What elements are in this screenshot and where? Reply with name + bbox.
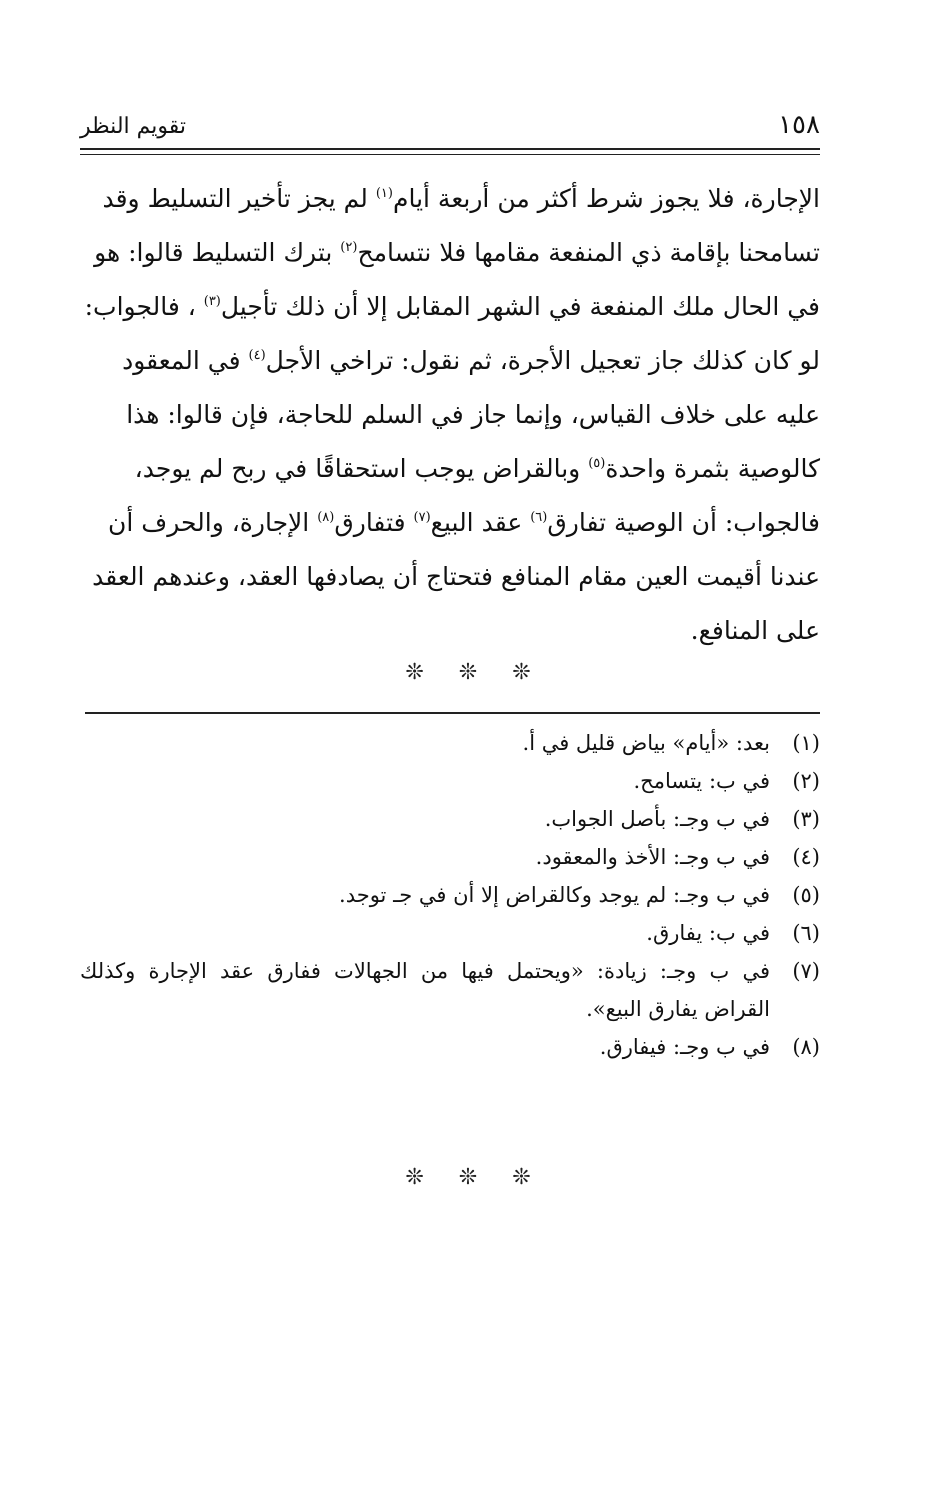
footnote-number: (٥)	[792, 883, 820, 907]
footnote-item	[80, 876, 820, 914]
footnote-item	[80, 800, 820, 838]
footnote-text: في ب: يفارق.	[646, 921, 770, 945]
header-rule-thin	[80, 154, 820, 155]
footnote-text: في ب وجـ: فيفارق.	[599, 1035, 770, 1059]
footnote-number: (٨)	[792, 1035, 820, 1059]
page-header	[80, 110, 820, 150]
footnote-item	[80, 914, 820, 952]
footnote-number: (٧)	[792, 959, 820, 983]
footnote-item	[80, 762, 820, 800]
footnote-text: في ب وجـ: زيادة: «ويحتمل فيها من الجهالات ففارق عقد الإجارة وكذلك القراض يفارق البيع».	[80, 959, 770, 1021]
footnote-ref-6[interactable]: (٦)	[530, 510, 548, 525]
footnote-text: في ب وجـ: الأخذ والمعقود.	[535, 845, 770, 869]
footnote-rule	[85, 712, 820, 714]
running-title: تقويم النظر	[80, 114, 187, 139]
section-separator: ❊ ❊ ❊	[405, 1165, 545, 1190]
footnote-text: بعد: «أيام» بياض قليل في أ.	[522, 731, 770, 755]
footnote-number: (٣)	[792, 807, 820, 831]
body-paragraph	[80, 172, 820, 658]
text-segment: الإجارة، فلا يجوز شرط أكثر من أربعة أيام	[392, 184, 820, 213]
footnote-ref-7[interactable]: (٧)	[413, 510, 431, 525]
footnote-number: (١)	[792, 731, 820, 755]
text-segment: وبالقراض يوجب استحقاقًا في ربح لم يوجد، فالجواب: أن الوصية تفارق	[134, 454, 820, 537]
footnote-number: (٤)	[792, 845, 820, 869]
footnote-ref-5[interactable]: (٥)	[588, 456, 606, 471]
footnotes	[80, 724, 820, 1066]
footnote-ref-2[interactable]: (٢)	[340, 240, 358, 255]
footnote-ref-8[interactable]: (٨)	[317, 510, 335, 525]
main-text	[80, 172, 820, 658]
footnote-ref-3[interactable]: (٣)	[203, 294, 221, 309]
text-segment: الإجارة، والحرف أن عندنا أقيمت العين مقام المنافع فتحتاج أن يصادفها العقد، وعندهم العقد على المنافع.	[92, 508, 820, 645]
footnote-text: في ب: يتسامح.	[633, 769, 770, 793]
section-separator: ❊ ❊ ❊	[405, 660, 545, 685]
footnote-text: في ب وجـ: بأصل الجواب.	[544, 807, 770, 831]
footnote-item	[80, 1028, 820, 1066]
text-segment: لم يجز تأخير التسليط وقد تسامحنا بإقامة ذي المنفعة مقامها فلا نتسامح	[102, 184, 820, 267]
text-segment: فتفارق	[334, 508, 414, 537]
footnote-number: (٦)	[792, 921, 820, 945]
page-number: ١٥٨	[778, 110, 820, 140]
footnote-text: في ب وجـ: لم يوجد وكالقراض إلا أن في جـ توجد.	[339, 883, 770, 907]
footnote-item	[80, 724, 820, 762]
footnote-number: (٢)	[792, 769, 820, 793]
text-segment: بترك التسليط قالوا: هو في الحال ملك المنفعة في الشهر المقابل إلا أن ذلك تأجيل	[94, 238, 820, 321]
footnote-item	[80, 952, 820, 1028]
footnote-ref-4[interactable]: (٤)	[248, 348, 266, 363]
text-segment: عقد البيع	[430, 508, 531, 537]
text-segment: في المعقود عليه على خلاف القياس، وإنما جاز في السلم للحاجة، فإن قالوا: هذا كالوصية بثمرة واحدة	[122, 346, 820, 483]
header-rule	[80, 148, 820, 150]
footnote-ref-1[interactable]: (١)	[375, 186, 393, 201]
text-segment: ، فالجواب: لو كان كذلك جاز تعجيل الأجرة، ثم نقول: تراخي الأجل	[84, 292, 820, 375]
footnote-item	[80, 838, 820, 876]
